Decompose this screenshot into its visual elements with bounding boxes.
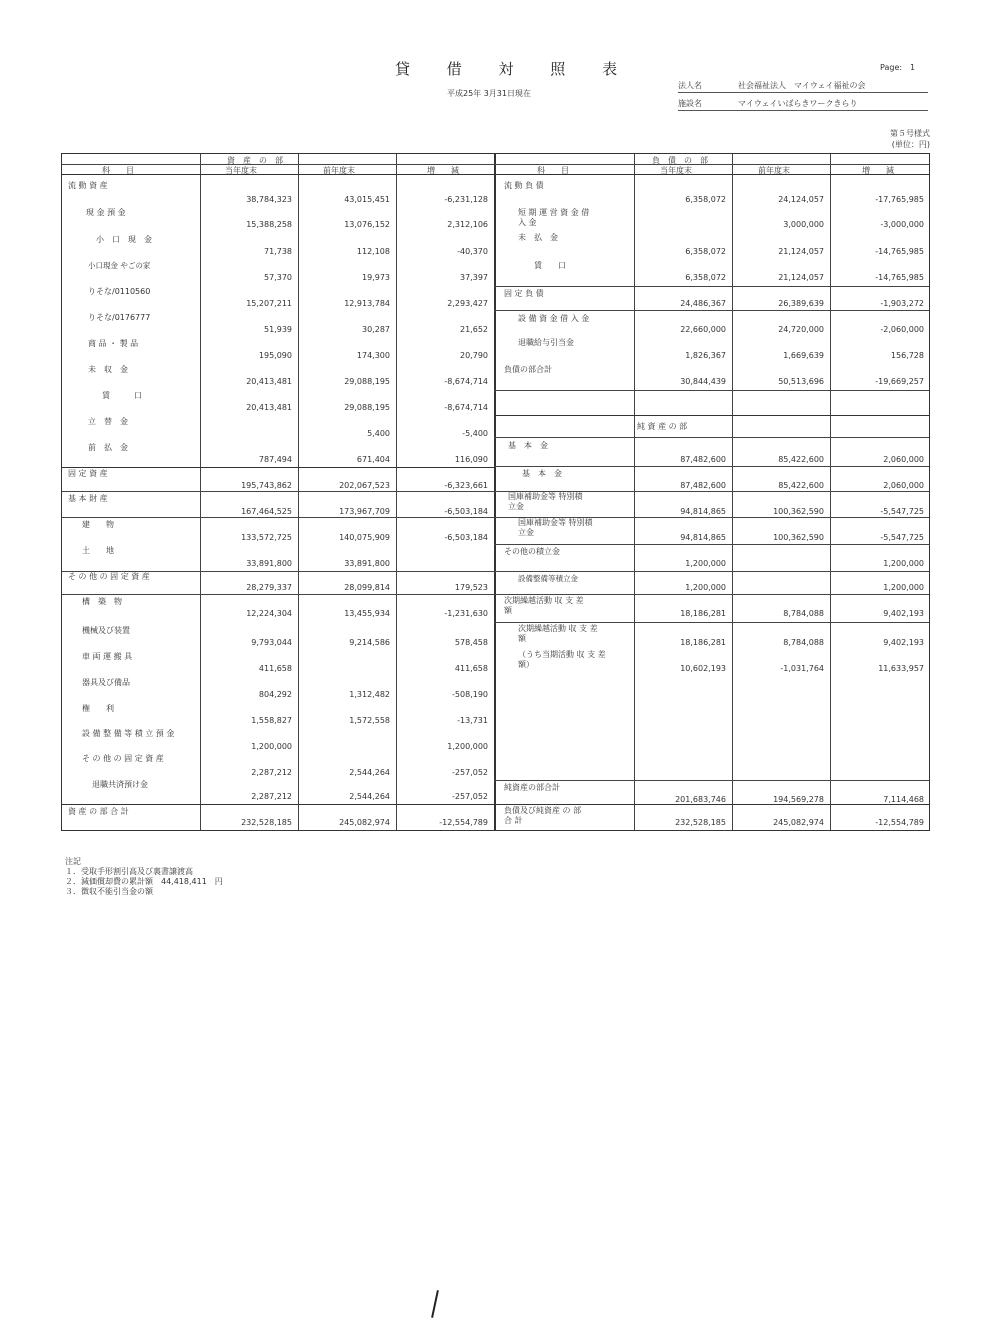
asset-label: 固 定 資 産: [68, 469, 108, 478]
handwritten-page-mark: [431, 1290, 439, 1318]
col-change: 増 減: [427, 166, 459, 175]
liabilities-section-header: 負 債 の 部: [652, 156, 708, 165]
asset-change: 1,200,000: [447, 742, 488, 751]
asset-current: 28,279,337: [246, 583, 292, 592]
liability-previous: 21,124,057: [778, 247, 824, 256]
net-asset-label: （うち当期活動 収 支 差 額）: [518, 650, 606, 669]
asset-change: 179,523: [454, 583, 488, 592]
header-line: [62, 174, 929, 175]
asset-current: 9,793,044: [251, 638, 292, 647]
asset-label: 権 利: [82, 704, 114, 713]
asset-change: -6,323,661: [444, 481, 488, 490]
facility-label: 施設名: [678, 99, 702, 108]
net-asset-label: 次期繰越活動 収 支 差 額: [504, 596, 584, 615]
asset-previous: 12,913,784: [344, 299, 390, 308]
asset-previous: 140,075,909: [339, 533, 390, 542]
asset-previous: 33,891,800: [344, 559, 390, 568]
net-asset-total-current: 201,683,746: [675, 795, 726, 804]
balance-sheet-table: [61, 153, 930, 831]
asset-change: 578,458: [454, 638, 488, 647]
note-item: ３．徴収不能引当金の額: [65, 887, 153, 896]
net-asset-total-change: 7,114,468: [883, 795, 924, 804]
grand-total-change: -12,554,789: [875, 818, 924, 827]
asset-change: -6,503,184: [444, 507, 488, 516]
net-asset-current: 18,186,281: [680, 638, 726, 647]
asset-label: 構 築 物: [82, 597, 122, 606]
asset-previous: 2,544,264: [349, 768, 390, 777]
asset-label: 退職共済預け金: [92, 780, 148, 789]
asset-current: 2,287,212: [251, 768, 292, 777]
asset-change: 2,293,427: [447, 299, 488, 308]
liability-previous: 1,669,639: [783, 351, 824, 360]
asset-previous: 43,015,451: [344, 195, 390, 204]
net-asset-change: -5,547,725: [880, 507, 924, 516]
note-item: １．受取手形割引高及び裏書譲渡高: [65, 867, 193, 876]
asset-label: 流 動 資 産: [68, 181, 108, 190]
asset-change: -257,052: [452, 768, 488, 777]
net-asset-change: 2,060,000: [883, 455, 924, 464]
asset-label: 機械及び装置: [82, 626, 130, 635]
asset-label: 前 払 金: [88, 443, 128, 452]
liability-previous: 24,720,000: [778, 325, 824, 334]
net-assets-section-header: 純 資 産 の 部: [637, 422, 688, 431]
asset-current: 195,743,862: [241, 481, 292, 490]
asset-label: そ の 他 の 固 定 資 産: [82, 754, 164, 763]
page-number: Page: 1: [880, 63, 916, 72]
asset-label: 小 口 現 金: [96, 235, 152, 244]
net-asset-current: 18,186,281: [680, 609, 726, 618]
asset-current: 33,891,800: [246, 559, 292, 568]
asset-current: 1,200,000: [251, 742, 292, 751]
col-item: 科 目: [102, 166, 134, 175]
asset-previous: 30,287: [362, 325, 390, 334]
asset-label: 賃 口: [102, 391, 142, 400]
asset-previous: 112,108: [356, 247, 390, 256]
net-asset-previous: 100,362,590: [773, 507, 824, 516]
asset-current: 15,207,211: [246, 299, 292, 308]
liability-previous: 21,124,057: [778, 273, 824, 282]
liability-total-change: -19,669,257: [875, 377, 924, 386]
document-title: 貸 借 対 照 表: [395, 60, 634, 78]
asset-label: 設 備 整 備 等 積 立 預 金: [82, 729, 175, 738]
net-asset-previous: 85,422,600: [778, 455, 824, 464]
net-asset-current: 1,200,000: [685, 583, 726, 592]
asset-previous: 1,572,558: [349, 716, 390, 725]
facility-row: [678, 96, 928, 111]
asset-label: 車 両 運 搬 具: [82, 652, 133, 661]
asset-total-previous: 245,082,974: [339, 818, 390, 827]
asset-previous: 5,400: [367, 429, 390, 438]
asset-current: 15,388,258: [246, 220, 292, 229]
corp-row: [678, 78, 928, 93]
liability-total-current: 30,844,439: [680, 377, 726, 386]
section-line: [494, 390, 929, 391]
net-asset-total-label: 純資産の部合計: [504, 783, 560, 792]
liability-current: 6,358,072: [685, 247, 726, 256]
net-asset-change: 1,200,000: [883, 559, 924, 568]
section-line: [494, 804, 929, 805]
liability-change: 156,728: [890, 351, 924, 360]
net-asset-label: 基 本 金: [508, 441, 548, 450]
liability-previous: 3,000,000: [783, 220, 824, 229]
asset-previous: 29,088,195: [344, 403, 390, 412]
asset-current: 12,224,304: [246, 609, 292, 618]
facility-name: マイウェイいばらきワークきらり: [738, 99, 858, 108]
col-current: 当年度末: [225, 166, 257, 175]
asset-current: 71,738: [264, 247, 292, 256]
center-divider: [494, 154, 496, 830]
asset-previous: 2,544,264: [349, 792, 390, 801]
net-asset-change: 1,200,000: [883, 583, 924, 592]
col-change: 増 減: [862, 166, 894, 175]
asset-current: 20,413,481: [246, 377, 292, 386]
net-asset-current: 94,814,865: [680, 507, 726, 516]
net-asset-previous: 85,422,600: [778, 481, 824, 490]
asset-change: -257,052: [452, 792, 488, 801]
notes-title: 注記: [65, 857, 81, 866]
asset-label: 未 収 金: [88, 365, 128, 374]
grand-total-previous: 245,082,974: [773, 818, 824, 827]
liability-current: 22,660,000: [680, 325, 726, 334]
net-asset-change: 9,402,193: [883, 609, 924, 618]
liability-label: 短 期 運 営 資 金 借 入 金: [518, 208, 590, 227]
asset-previous: 9,214,586: [349, 638, 390, 647]
asset-previous: 671,404: [356, 455, 390, 464]
asset-change: 21,652: [460, 325, 488, 334]
asset-previous: 28,099,814: [344, 583, 390, 592]
grand-total-current: 232,528,185: [675, 818, 726, 827]
net-asset-label: 次期繰越活動 収 支 差 額: [518, 624, 598, 643]
section-line: [62, 594, 494, 595]
asset-change: -13,731: [457, 716, 488, 725]
net-asset-change: 9,402,193: [883, 638, 924, 647]
asset-current: 2,287,212: [251, 792, 292, 801]
asset-change: 2,312,106: [447, 220, 488, 229]
asset-label: 基 本 財 産: [68, 494, 108, 503]
asset-change: 116,090: [454, 455, 488, 464]
asset-label: 小口現金 やごの家: [88, 261, 151, 270]
net-asset-label: その他の積立金: [504, 547, 560, 556]
asset-previous: 13,076,152: [344, 220, 390, 229]
asset-total-change: -12,554,789: [439, 818, 488, 827]
asset-change: -8,674,714: [444, 377, 488, 386]
asset-label: 現 金 預 金: [86, 208, 126, 217]
liability-label: 流 動 負 債: [504, 181, 544, 190]
section-line: [494, 594, 929, 595]
col-item: 科 目: [537, 166, 569, 175]
liability-change: -14,765,985: [875, 273, 924, 282]
asset-current: 1,558,827: [251, 716, 292, 725]
liability-label: 未 払 金: [518, 233, 558, 242]
section-line: [494, 622, 929, 623]
net-asset-current: 10,602,193: [680, 664, 726, 673]
note-item: ２．減価償却費の累計額 44,418,411 円: [65, 877, 223, 886]
asset-total-current: 232,528,185: [241, 818, 292, 827]
liability-previous: 26,389,639: [778, 299, 824, 308]
asset-label: 土 地: [82, 546, 114, 555]
asset-previous: 173,967,709: [339, 507, 390, 516]
net-asset-change: 2,060,000: [883, 481, 924, 490]
liability-label: 賃 口: [534, 261, 566, 270]
asset-current: 787,494: [258, 455, 292, 464]
section-line: [494, 780, 929, 781]
section-line: [62, 491, 494, 492]
section-line: [62, 467, 494, 468]
asset-label: 立 替 金: [88, 417, 128, 426]
asset-current: 411,658: [258, 664, 292, 673]
liability-current: 24,486,367: [680, 299, 726, 308]
liability-current: 1,826,367: [685, 351, 726, 360]
asset-change: 20,790: [460, 351, 488, 360]
asset-previous: 19,973: [362, 273, 390, 282]
col-previous: 前年度末: [323, 166, 355, 175]
net-asset-change: 11,633,957: [878, 664, 924, 673]
asset-change: -1,231,630: [444, 609, 488, 618]
asset-label: 商 品 ・ 製 品: [88, 339, 139, 348]
liability-current: 6,358,072: [685, 195, 726, 204]
liability-label: 設 備 資 金 借 入 金: [518, 314, 590, 323]
asset-current: 20,413,481: [246, 403, 292, 412]
liability-change: -17,765,985: [875, 195, 924, 204]
asset-current: 38,784,323: [246, 195, 292, 204]
asset-current: 804,292: [258, 690, 292, 699]
liability-change: -1,903,272: [880, 299, 924, 308]
notes: [65, 857, 223, 897]
liability-change: -2,060,000: [880, 325, 924, 334]
asset-current: 195,090: [258, 351, 292, 360]
net-asset-current: 87,482,600: [680, 481, 726, 490]
net-asset-previous: -1,031,764: [780, 664, 824, 673]
net-asset-label: 国庫補助金等 特別積立金: [508, 492, 583, 511]
grand-total-label: 負債及び純資産 の 部 合 計: [504, 806, 582, 825]
asset-change: 411,658: [454, 664, 488, 673]
section-line: [494, 286, 929, 287]
asset-change: -8,674,714: [444, 403, 488, 412]
net-asset-previous: 8,784,088: [783, 609, 824, 618]
net-asset-label: 基 本 金: [522, 469, 562, 478]
net-asset-change: -5,547,725: [880, 533, 924, 542]
section-line: [494, 437, 929, 438]
corp-label: 法人名: [678, 81, 702, 90]
asset-current: 167,464,525: [241, 507, 292, 516]
asset-label: 器具及び備品: [82, 678, 130, 687]
asset-total-label: 資 産 の 部 合 計: [68, 807, 129, 816]
net-asset-total-previous: 194,569,278: [773, 795, 824, 804]
net-asset-previous: 8,784,088: [783, 638, 824, 647]
asset-previous: 1,312,482: [349, 690, 390, 699]
col-previous: 前年度末: [758, 166, 790, 175]
asset-previous: 29,088,195: [344, 377, 390, 386]
col-current: 当年度末: [660, 166, 692, 175]
net-asset-current: 87,482,600: [680, 455, 726, 464]
asset-change: -6,231,128: [444, 195, 488, 204]
net-asset-label: 設備整備等積立金: [518, 574, 578, 583]
asset-label: そ の 他 の 固 定 資 産: [68, 572, 150, 581]
liability-change: -3,000,000: [880, 220, 924, 229]
liability-label: 固 定 負 債: [504, 289, 544, 298]
liability-current: 6,358,072: [685, 273, 726, 282]
liability-previous: 24,124,057: [778, 195, 824, 204]
unit-label: (単位：円): [891, 140, 930, 149]
net-asset-current: 94,814,865: [680, 533, 726, 542]
corp-name: 社会福祉法人 マイウェイ福祉の会: [738, 81, 866, 90]
section-line: [494, 415, 929, 416]
header-line: [62, 164, 929, 165]
asset-change: 37,397: [460, 273, 488, 282]
liability-total-previous: 50,513,696: [778, 377, 824, 386]
liability-label: 退職給与引当金: [518, 338, 574, 347]
asset-label: 建 物: [82, 520, 114, 529]
asset-current: 57,370: [264, 273, 292, 282]
asset-label: りそな/0110560: [88, 287, 151, 296]
liability-change: -14,765,985: [875, 247, 924, 256]
asset-change: -5,400: [462, 429, 488, 438]
liability-total-label: 負債の部合計: [504, 365, 552, 374]
net-asset-previous: 100,362,590: [773, 533, 824, 542]
net-asset-label: 国庫補助金等 特別積立金: [518, 518, 593, 537]
asset-previous: 13,455,934: [344, 609, 390, 618]
section-line: [494, 571, 929, 572]
section-line: [494, 466, 929, 467]
asset-label: りそな/0176777: [88, 313, 151, 322]
asset-change: -508,190: [452, 690, 488, 699]
section-line: [62, 804, 494, 805]
assets-section-header: 資 産 の 部: [227, 156, 283, 165]
asset-previous: 202,067,523: [339, 481, 390, 490]
asset-previous: 174,300: [356, 351, 390, 360]
asset-current: 51,939: [264, 325, 292, 334]
net-asset-current: 1,200,000: [685, 559, 726, 568]
section-line: [62, 517, 494, 518]
section-line: [494, 544, 929, 545]
as-of-date: 平成25年 3月31日現在: [447, 89, 531, 98]
asset-current: 133,572,725: [241, 533, 292, 542]
format-number: 第５号様式: [890, 129, 930, 138]
asset-change: -6,503,184: [444, 533, 488, 542]
section-line: [494, 310, 929, 311]
asset-change: -40,370: [457, 247, 488, 256]
